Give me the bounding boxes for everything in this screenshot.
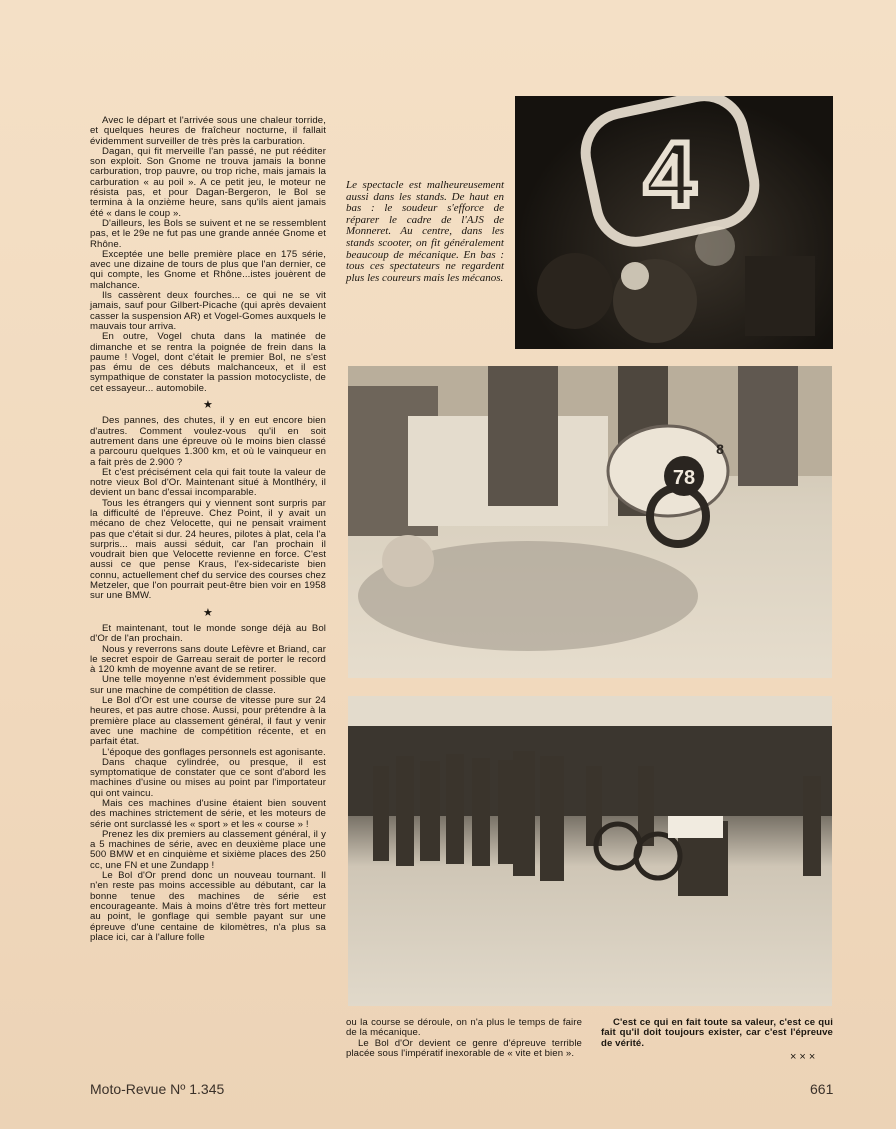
article-section-2 bbox=[90, 416, 326, 601]
paragraph: Et maintenant, tout le monde songe déjà au Bol d'Or de l'an prochain. bbox=[90, 622, 326, 645]
race-number-4: 4 bbox=[644, 124, 696, 226]
article-column-1 bbox=[90, 116, 326, 943]
paragraph: ou la course se déroule, on n'a plus le temps de faire de la mécanique. bbox=[346, 1017, 582, 1039]
paragraph: En outre, Vogel chuta dans la matinée de dimanche et se rentra la poignée de frein dans la paume ! Vogel, dont c'était le premier Bol, ne s'est pas ému de ces débuts malchanceux, et il est sympathique de constater la passion motocycliste, de cet essayeur... automobile. bbox=[90, 331, 326, 394]
paragraph: Avec le départ et l'arrivée sous une chaleur torride, et quelques heures de fraîcheur nocturne, il fallait évidemment surveiller de très près la carburation. bbox=[90, 115, 326, 147]
paragraph: Nous y reverrons sans doute Lefèvre et Briand, car le secret espoir de Garreau serait de porter le record à 120 kmh de moyenne avant de se retirer. bbox=[90, 643, 326, 676]
race-number-8: 8 bbox=[716, 441, 724, 457]
paragraph: Le Bol d'Or prend donc un nouveau tournant. Il n'en reste pas moins accessible au débutant, car la bonne tenue des machines de série est encourageante. Mais à moins d'être très fort metteur au point, le gonflage qui semble payant sur une épreuve d'une centaine de kilomètres, n'a plus sa place ici, car à l'allure folle bbox=[90, 870, 326, 943]
paragraph: Dagan, qui fit merveille l'an passé, ne put rééditer son exploit. Son Gnome ne trouva jamais la bonne carburation, trop pauvre, ou trop riche, mais jamais la carburation « au poil ». A ce petit jeu, le moteur ne résista pas, et pour Dagan-Bergeron, le Bol se termina à la onzième heure, sans qu'ils aient jamais été « dans le coup ». bbox=[90, 145, 326, 219]
paragraph: Le Bol d'Or est une course de vitesse pure sur 24 heures, et pas autre chose. Aussi, pour prétendre à la première place au classement général, il faut y venir avec une machine de compétition récente, et en parfait état. bbox=[90, 695, 326, 748]
paragraph: Des pannes, des chutes, il y en eut encore bien d'autres. Comment voulez-vous qu'il en soit autrement dans une épreuve où le moins bien classé a parcouru quelques 1.300 km, et où le vainqueur en a fait près de 2.900 ? bbox=[90, 415, 326, 468]
photo-welder bbox=[515, 96, 833, 349]
paragraph: D'ailleurs, les Bols se suivent et ne se ressemblent pas, et le 29e ne fut pas une grande année Gnome et Rhône. bbox=[90, 217, 326, 250]
section-separator-star: ★ bbox=[203, 399, 213, 412]
article-section-3 bbox=[90, 624, 326, 943]
photo-spectators bbox=[348, 696, 832, 1006]
section-separator-star: ★ bbox=[203, 606, 213, 619]
article-column-3 bbox=[601, 1018, 833, 1049]
paragraph: L'époque des gonflages personnels est agonisante. bbox=[102, 746, 326, 758]
article-section-1 bbox=[90, 116, 326, 394]
end-mark: ××× bbox=[790, 1051, 819, 1063]
paragraph: C'est ce qui en fait toute sa valeur, c'est ce qui fait qu'il doit toujours exister, car c'est l'épreuve de vérité. bbox=[601, 1017, 833, 1049]
footer-magazine: Moto-Revue Nº 1.345 bbox=[90, 1081, 225, 1097]
race-number-78: 78 bbox=[672, 467, 696, 489]
paragraph: Le Bol d'Or devient ce genre d'épreuve terrible placée sous l'impératif inexorable de « vite et bien ». bbox=[346, 1037, 582, 1059]
photo-caption: Le spectacle est malheureusement aussi dans les stands. De haut en bas : le soudeur s'efforce de réparer le cadre de l'AJS de Monneret. Au centre, dans les stands scooter, on fit généralement beaucoup de mécanique. En bas : tous ces spectateurs ne regardent plus les coureurs mais les mécanos. bbox=[346, 179, 504, 284]
paragraph: Une telle moyenne n'est évidemment possible que sur une machine de compétition de classe. bbox=[90, 674, 326, 696]
paragraph: Tous les étrangers qui y viennent sont surpris par la difficulté de l'épreuve. Chez Point, il y avait un mécano de chez Velocette, qui ne pensait vraiment pas que c'était si dur. 24 heures, pilotes à plat, cela l'a surpris... mais aussi séduit, car l'an prochain il voudrait bien que Velocette revienne en force. C'est aussi ce que pense Kraus, l'ex-sidecariste bien connu, actuellement chef du service des courses chez Metzeler, que l'on pourrait peut-être bien voir en 1958 sur une BMW. bbox=[90, 497, 326, 602]
footer-page-number: 661 bbox=[810, 1081, 834, 1097]
article-column-2 bbox=[346, 1018, 582, 1059]
photo-scooter-stands bbox=[348, 366, 832, 678]
paragraph: Et c'est précisément cela qui fait toute la valeur de notre vieux Bol d'Or. Maintenant situé à Montlhéry, il devient un banc d'essai incomparable. bbox=[90, 466, 326, 499]
paragraph: Prenez les dix premiers au classement général, il y a 5 machines de série, avec en deuxième place une 500 BMW et en cinquième et sixième places des 250 cc, une FN et une Zundapp ! bbox=[90, 828, 326, 871]
paragraph: Dans chaque cylindrée, ou presque, il est symptomatique de constater que ce sont d'abord les machines d'usine ou mises au point par l'importateur qui ont vaincu. bbox=[90, 756, 326, 799]
paragraph: Ils cassèrent deux fourches... ce qui ne se vit jamais, sauf pour Gilbert-Picache (qui après devaient casser la suspension AR) et Vogel-Gomes auxquels le mauvais tour arriva. bbox=[90, 290, 327, 332]
paragraph: Mais ces machines d'usine étaient bien souvent des machines strictement de série, et les moteurs de série ont surclassé les « sport » et les « course » ! bbox=[90, 798, 326, 830]
paragraph: Exceptée une belle première place en 175 série, avec une dizaine de tours de plus que l'an dernier, ce qui compte, les Gnome et Rhône...istes jouèrent de malchance. bbox=[90, 248, 326, 291]
